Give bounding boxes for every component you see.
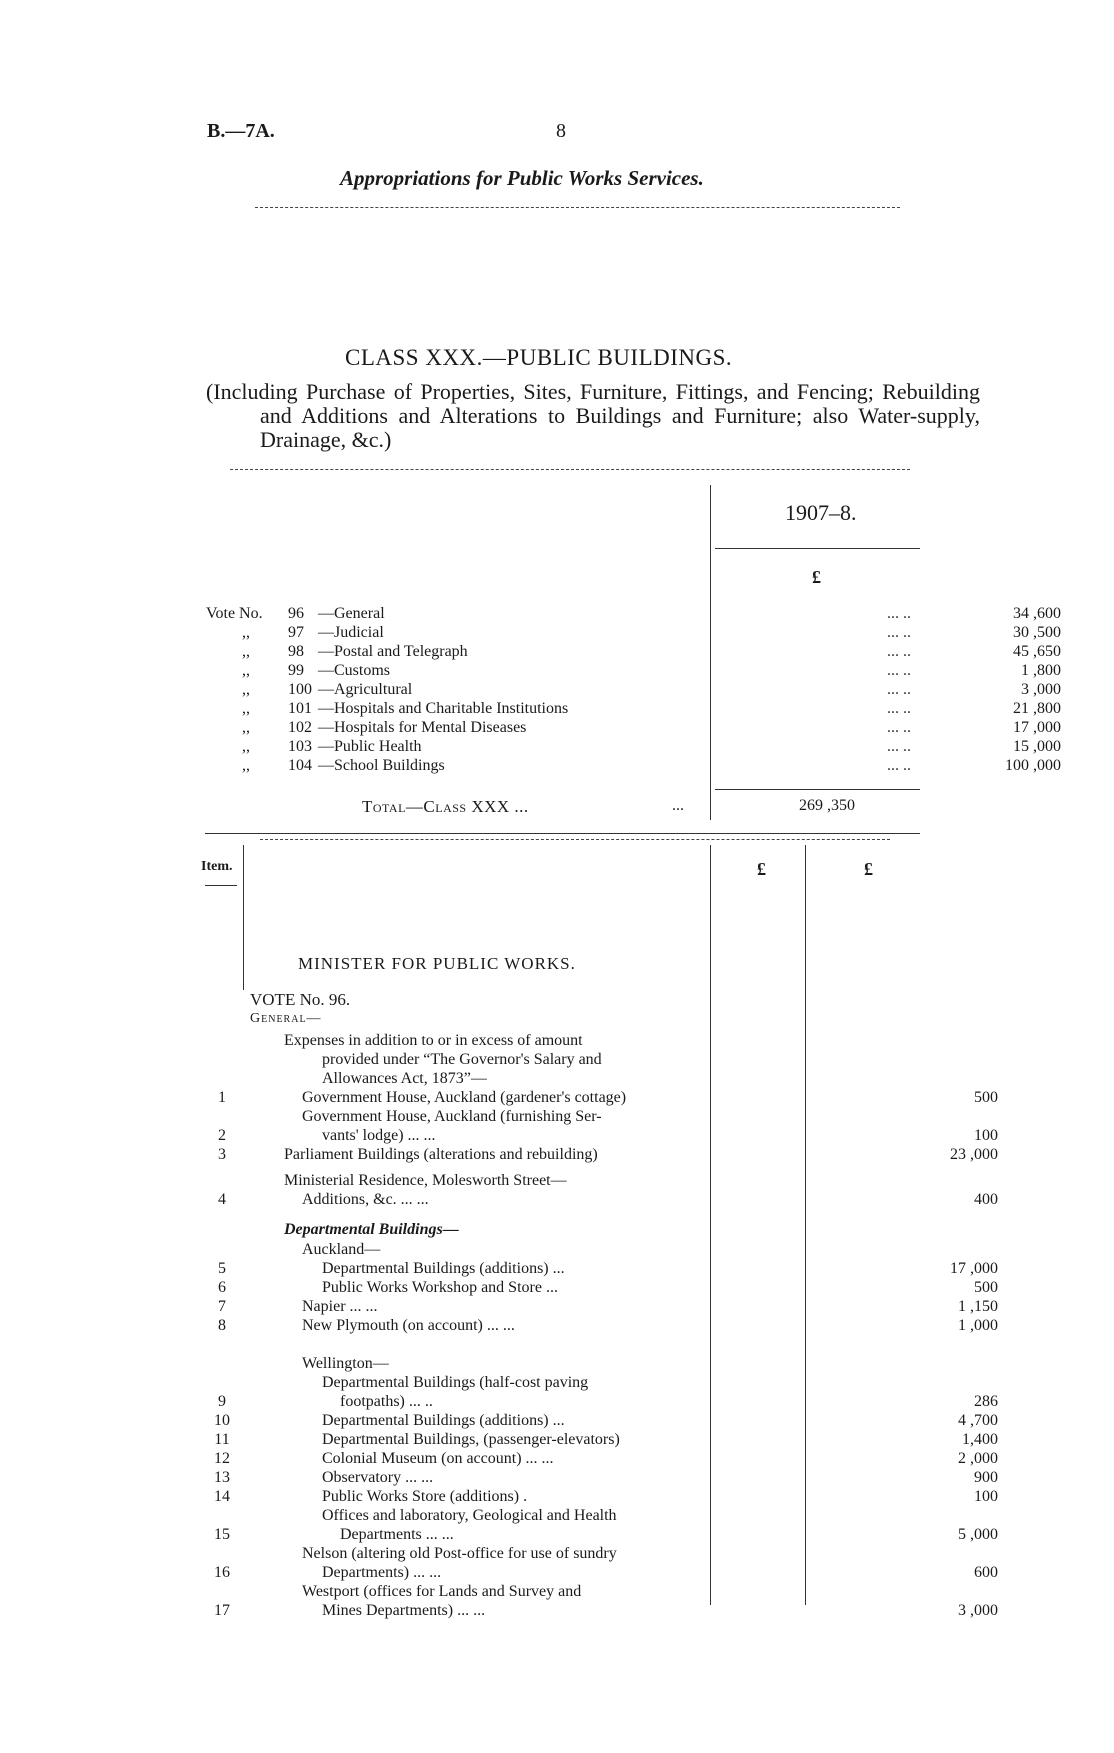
item-number: 10	[214, 1412, 230, 1429]
item-description: Government House, Auckland (gardener's cottage)	[302, 1089, 627, 1106]
item-description: Offices and laboratory, Geological and Health	[322, 1507, 617, 1524]
wellington-heading: Wellington—	[302, 1355, 389, 1372]
item-amount: 1,400	[962, 1431, 998, 1448]
expenses-intro-line: Expenses in addition to or in excess of amount	[284, 1032, 583, 1049]
item-number: 1	[218, 1089, 226, 1106]
vote-row	[206, 605, 1061, 624]
item-number: 16	[214, 1564, 230, 1581]
dot-leader: ... ..	[887, 681, 911, 698]
vote-amount: 30 ,500	[1013, 624, 1061, 641]
item-number: 15	[214, 1526, 230, 1543]
amount-column-rule-2	[805, 845, 806, 1605]
ditto-mark: ,,	[242, 643, 250, 660]
item-amount: 2 ,000	[958, 1450, 998, 1467]
auckland-heading: Auckland—	[302, 1241, 381, 1258]
item-description: Mines Departments) ... ...	[322, 1602, 486, 1619]
item-amount: 100	[974, 1488, 998, 1505]
expenses-intro-line: provided under “The Governor's Salary and	[322, 1051, 602, 1068]
vote-name: —General	[318, 605, 385, 622]
item-number: 8	[218, 1317, 226, 1334]
dot-leader: ... ..	[887, 700, 911, 717]
year-underline	[715, 548, 920, 549]
vote-number: 104	[288, 757, 312, 774]
total-amount: 269 ,350	[799, 797, 855, 814]
amount-column-rule-1	[710, 845, 711, 1605]
item-column-header: Item.	[201, 859, 233, 874]
ditto-mark: ,,	[242, 738, 250, 755]
item-number: 2	[218, 1127, 226, 1144]
vote-name: —Postal and Telegraph	[318, 643, 468, 660]
vote-number: 99	[288, 662, 304, 679]
ditto-mark: ,,	[242, 662, 250, 679]
vote-row	[206, 757, 1061, 776]
item-amount: 600	[974, 1564, 998, 1581]
item-description: Public Works Workshop and Store ...	[322, 1279, 558, 1296]
vote-number-label: Vote No.	[206, 605, 263, 622]
item-amount: 5 ,000	[958, 1526, 998, 1543]
vote-name: —Public Health	[318, 738, 422, 755]
total-leader: ...	[672, 797, 684, 814]
item-number: 11	[214, 1431, 230, 1448]
vote-row	[206, 738, 1061, 757]
vote-amount: 1 ,800	[1021, 662, 1061, 679]
item-description: Napier ... ...	[302, 1298, 378, 1315]
item-header-underline	[205, 885, 237, 886]
vote-amount: 21 ,800	[1013, 700, 1061, 717]
vote-amount: 45 ,650	[1013, 643, 1061, 660]
vote-number: 102	[288, 719, 312, 736]
item-number: 3	[218, 1146, 226, 1163]
vote-name: —Judicial	[318, 624, 384, 641]
page-number: 8	[556, 120, 566, 142]
total-rule	[715, 789, 920, 790]
item-number: 5	[218, 1260, 226, 1277]
item-number: 17	[214, 1602, 230, 1619]
item-amount: 100	[974, 1127, 998, 1144]
items-top-rule	[205, 833, 920, 834]
vote-name: —Hospitals for Mental Diseases	[318, 719, 527, 736]
items-top-rule-2	[260, 839, 890, 840]
vote-number: 97	[288, 624, 304, 641]
vote-heading: VOTE No. 96.	[250, 990, 351, 1009]
ditto-mark: ,,	[242, 719, 250, 736]
vote-number: 98	[288, 643, 304, 660]
items-currency-1: £	[757, 859, 766, 879]
item-number: 13	[214, 1469, 230, 1486]
item-amount: 500	[974, 1089, 998, 1106]
vote-number: 101	[288, 700, 312, 717]
item-number: 14	[214, 1488, 230, 1505]
dot-leader: ... ..	[887, 624, 911, 641]
document-reference: B.—7A.	[207, 120, 275, 142]
item-amount: 1 ,150	[958, 1298, 998, 1315]
item-description: Departments ... ...	[340, 1526, 454, 1543]
item-description: Departmental Buildings (half-cost paving	[322, 1374, 589, 1391]
vote-name: —Agricultural	[318, 681, 413, 698]
vote-number: 103	[288, 738, 312, 755]
total-label: Total—Class XXX ...	[362, 797, 529, 816]
vote-name: —School Buildings	[318, 757, 445, 774]
vote-name: —Customs	[318, 662, 391, 679]
vote-row	[206, 681, 1061, 700]
item-description: Departmental Buildings, (passenger-elevators)	[322, 1431, 620, 1448]
ditto-mark: ,,	[242, 757, 250, 774]
item-column-rule	[243, 845, 244, 990]
departmental-buildings-heading: Departmental Buildings—	[284, 1221, 459, 1238]
item-description: Departments) ... ...	[322, 1564, 442, 1581]
item-description: Colonial Museum (on account) ... ...	[322, 1450, 554, 1467]
vote-row	[206, 624, 1061, 643]
item-description: footpaths) ... ..	[340, 1393, 433, 1410]
item-amount: 1 ,000	[958, 1317, 998, 1334]
dot-leader: ... ..	[887, 662, 911, 679]
item-amount: 286	[974, 1393, 998, 1410]
item-description: Departmental Buildings (additions) ...	[322, 1260, 565, 1277]
item-amount: 17 ,000	[950, 1260, 998, 1277]
item-amount: 900	[974, 1469, 998, 1486]
item-description: Additions, &c. ... ...	[302, 1191, 429, 1208]
dot-leader: ... ..	[887, 757, 911, 774]
item-description: Government House, Auckland (furnishing Ser-	[302, 1108, 602, 1125]
dot-leader: ... ..	[887, 738, 911, 755]
summary-currency: £	[812, 567, 821, 587]
items-currency-2: £	[864, 859, 873, 879]
vote-row	[206, 700, 1061, 719]
dot-leader: ... ..	[887, 643, 911, 660]
ditto-mark: ,,	[242, 624, 250, 641]
vote-name: —Hospitals and Charitable Institutions	[318, 700, 569, 717]
vote-amount: 100 ,000	[1005, 757, 1061, 774]
item-amount: 400	[974, 1191, 998, 1208]
running-title: Appropriations for Public Works Services.	[340, 166, 704, 190]
vote-amount: 34 ,600	[1013, 605, 1061, 622]
ministerial-residence-heading: Ministerial Residence, Molesworth Street—	[284, 1172, 567, 1189]
class-title: CLASS XXX.—PUBLIC BUILDINGS.	[345, 345, 733, 370]
general-heading: General—	[250, 1011, 322, 1026]
item-description: Westport (offices for Lands and Survey and	[302, 1583, 582, 1600]
year-heading: 1907–8.	[785, 500, 857, 525]
item-number: 6	[218, 1279, 226, 1296]
class-description: (Including Purchase of Properties, Sites, Furniture, Fittings, and Fencing; Rebuilding and Additions and Alterations to Buildings and Furniture; also Water-supply, Drainage, &c.)	[206, 379, 980, 452]
item-description: vants' lodge) ... ...	[322, 1127, 436, 1144]
item-number: 12	[214, 1450, 230, 1467]
vote-amount: 15 ,000	[1013, 738, 1061, 755]
class-rule	[230, 469, 910, 470]
vote-row	[206, 643, 1061, 662]
ditto-mark: ,,	[242, 681, 250, 698]
vote-number: 96	[288, 605, 304, 622]
vote-amount: 3 ,000	[1021, 681, 1061, 698]
item-amount: 23 ,000	[950, 1146, 998, 1163]
item-number: 4	[218, 1191, 226, 1208]
vote-number: 100	[288, 681, 312, 698]
item-number: 7	[218, 1298, 226, 1315]
item-amount: 4 ,700	[958, 1412, 998, 1429]
item-description: Observatory ... ...	[322, 1469, 434, 1486]
item-description: Public Works Store (additions) .	[322, 1488, 528, 1505]
item-number: 9	[218, 1393, 226, 1410]
header-rule	[255, 207, 900, 208]
item-description: Departmental Buildings (additions) ...	[322, 1412, 565, 1429]
item-description: Parliament Buildings (alterations and rebuilding)	[284, 1146, 598, 1163]
dot-leader: ... ..	[887, 719, 911, 736]
vote-amount: 17 ,000	[1013, 719, 1061, 736]
item-amount: 3 ,000	[958, 1602, 998, 1619]
item-description: Nelson (altering old Post-office for use of sundry	[302, 1545, 617, 1562]
item-amount: 500	[974, 1279, 998, 1296]
vote-row	[206, 719, 1061, 738]
dot-leader: ... ..	[887, 605, 911, 622]
vote-row	[206, 662, 1061, 681]
expenses-intro-line: Allowances Act, 1873”—	[322, 1070, 487, 1087]
item-description: New Plymouth (on account) ... ...	[302, 1317, 515, 1334]
ditto-mark: ,,	[242, 700, 250, 717]
minister-heading: MINISTER FOR PUBLIC WORKS.	[298, 954, 576, 973]
